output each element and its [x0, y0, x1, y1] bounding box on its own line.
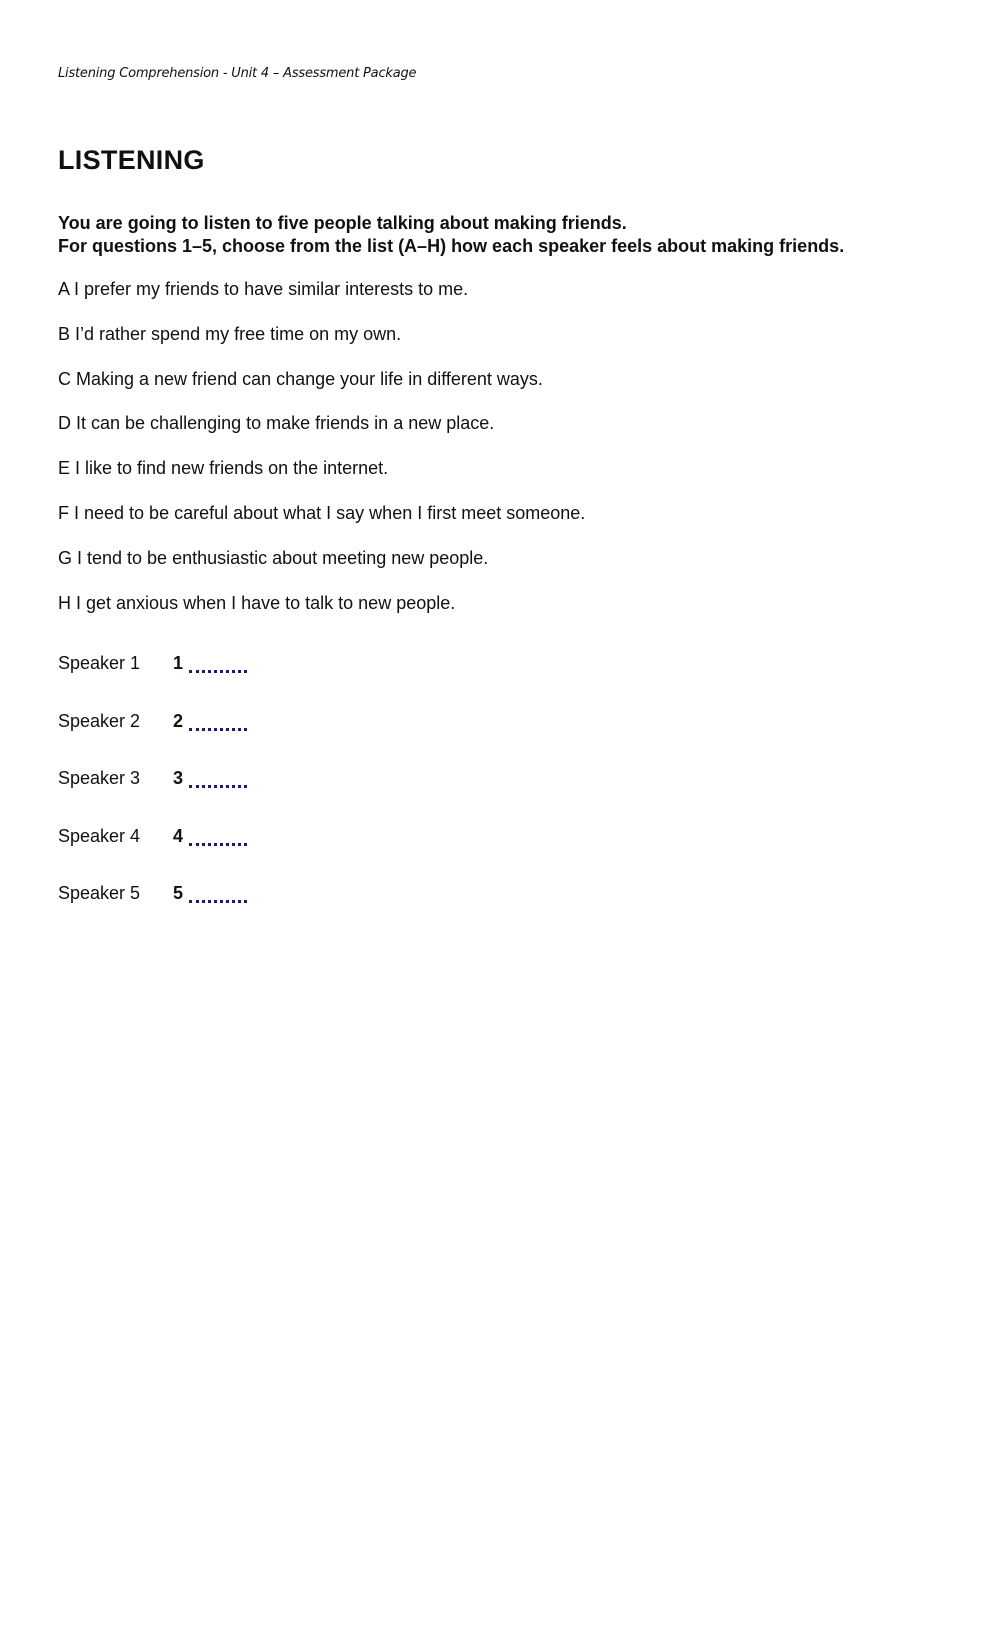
speaker-answers-list [58, 652, 247, 940]
instruction-line-2: For questions 1–5, choose from the list (A–H) how each speaker feels about making friends. [58, 236, 845, 256]
option-h: H I get anxious when I have to talk to new people. [58, 592, 456, 613]
running-header: Listening Comprehension - Unit 4 – Assessment Package [58, 66, 417, 81]
question-number: 1 [173, 653, 184, 673]
question-number: 4 [173, 825, 184, 846]
answer-blank-4[interactable] [189, 825, 247, 846]
speaker-label: Speaker 3 [58, 768, 141, 788]
option-b: B I’d rather spend my free time on my own. [58, 323, 402, 344]
instructions [58, 212, 844, 258]
option-g: G I tend to be enthusiastic about meeting new people. [58, 547, 489, 568]
speaker-row-5 [58, 882, 247, 940]
instruction-line-1: You are going to listen to five people talking about making friends. [58, 213, 627, 233]
question-number: 3 [173, 768, 184, 788]
speaker-label: Speaker 4 [58, 825, 141, 846]
speaker-row-4 [58, 825, 247, 883]
option-a: A I prefer my friends to have similar interests to me. [58, 279, 469, 299]
answer-blank-1[interactable] [189, 652, 247, 673]
answer-blank-3[interactable] [189, 767, 247, 788]
speaker-label: Speaker 5 [58, 883, 141, 903]
option-d: D It can be challenging to make friends in a new place. [58, 413, 495, 434]
answer-blank-2[interactable] [189, 710, 247, 731]
question-number: 5 [173, 883, 184, 903]
option-c: C Making a new friend can change your life in different ways. [58, 368, 543, 389]
option-e: E I like to find new friends on the internet. [58, 458, 389, 479]
page-title: LISTENING [58, 145, 205, 175]
speaker-label: Speaker 2 [58, 710, 141, 731]
speaker-row-3 [58, 767, 247, 825]
speaker-row-2 [58, 710, 247, 768]
speaker-row-1 [58, 652, 247, 710]
answer-options-list [58, 278, 585, 636]
speaker-label: Speaker 1 [58, 653, 141, 673]
option-f: F I need to be careful about what I say when I first meet someone. [58, 502, 586, 523]
question-number: 2 [173, 710, 184, 731]
answer-blank-5[interactable] [189, 882, 247, 903]
